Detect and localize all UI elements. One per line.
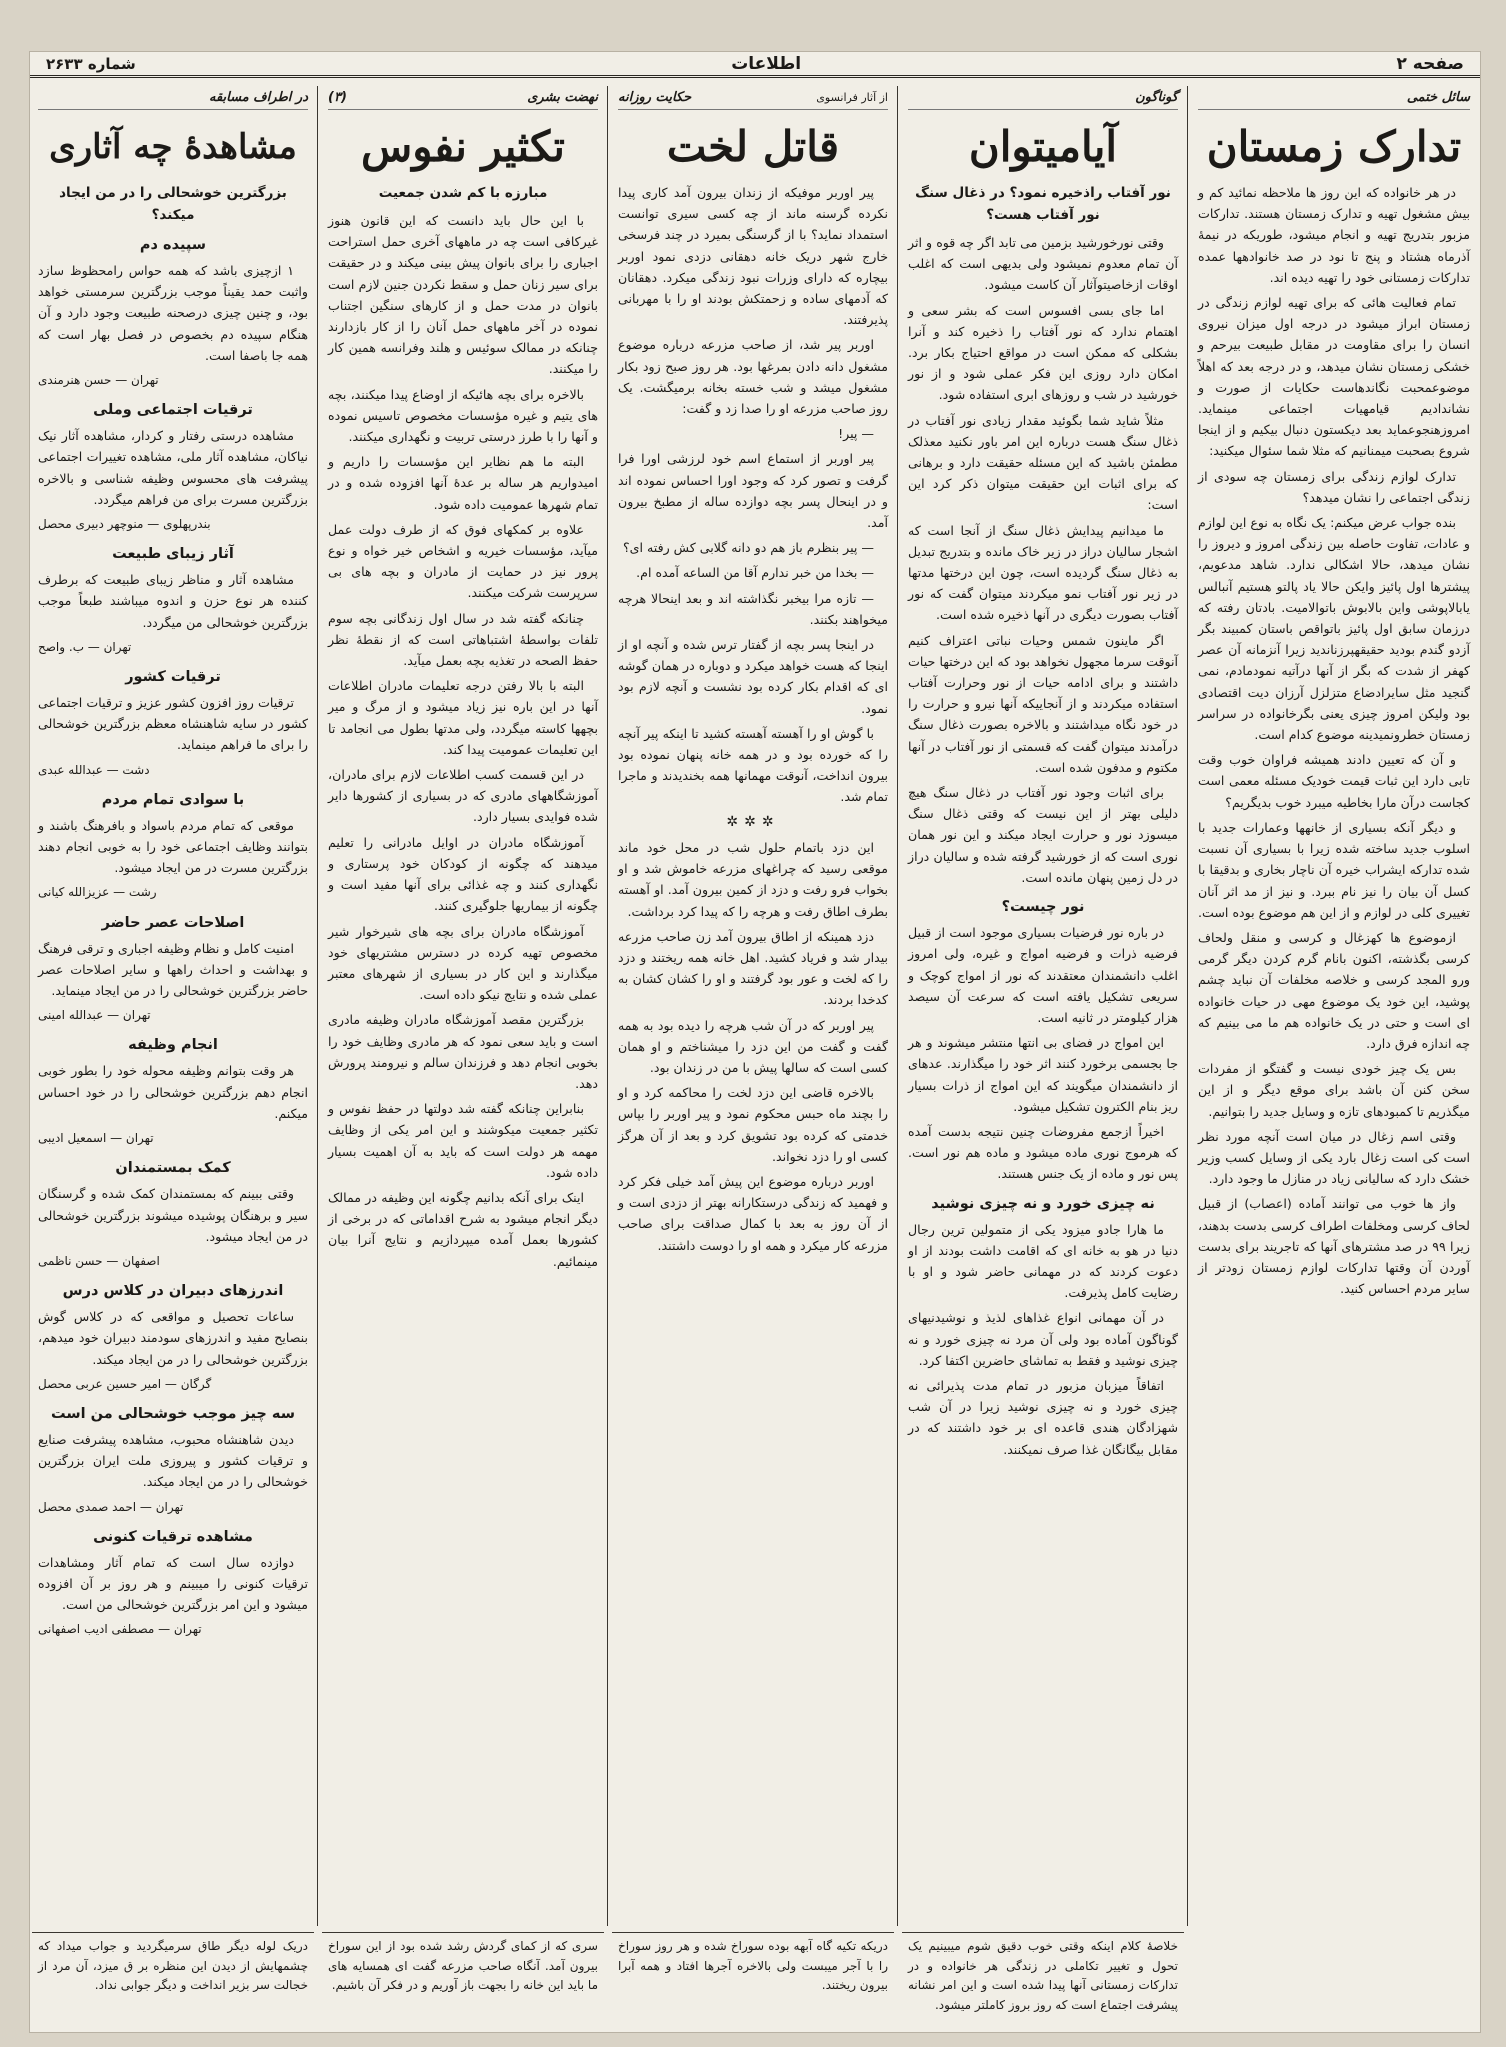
entry-signature: رشت — عزیزالله کیانی bbox=[38, 885, 157, 900]
paragraph: البته ما هم نظایر این مؤسسات را داریم و امیدواریم هر ساله بر عدهٔ آنها افزوده شده و در تمام شهرها عمومیت داده شود. bbox=[328, 454, 598, 512]
entry-title: انجام وظیفه bbox=[128, 1037, 218, 1054]
entry-signature: گرگان — امیر حسین عربی محصل bbox=[38, 1376, 212, 1391]
column-kicker: از آثار فرانسوی حکایت روزانه bbox=[618, 86, 888, 110]
paragraph: تمام فعالیت هائی که برای تهیه لوازم زندگی در زمستان ابراز میشود در درجه اول میزان نیروی انسان را برای مقاومت در مقابل طبیعت بیرحم و خشکی زمستان نشان میدهد، و در درجه بعد که اهلاً موضوعمحبت نگاندهاست حکایات از صورت و نشاندادیم قیامهیات اجتماعی مینماید. امروزهنجوعماید بعد دیکستون دنبال بیکیم و از اینجا شروع بصحبت میمنانیم که مثلا شما سئوال میکنید: bbox=[1198, 295, 1470, 459]
column-contest bbox=[32, 86, 314, 1926]
paragraph: البته با بالا رفتن درجه تعلیمات مادران اطلاعات آنها در این باره نیز زیاد میشود و از مرگ و میر بچهها کاسته میگردد، ولی مدتها بطول می انجامد تا این تعلیمات عمومیت پیدا کند. bbox=[328, 678, 598, 757]
entry-text: موقعی که تمام مردم باسواد و بافرهنگ باشند و بتوانند وظایف اجتماعی خود را به خوبی انجام دهند بزرگترین مسرت در من ایجاد میشود. bbox=[38, 817, 308, 876]
section-subheading: نه چیزی خورد و نه چیزی نوشید bbox=[931, 1195, 1155, 1212]
entry-title: با سوادی تمام مردم bbox=[101, 791, 245, 808]
column-kicker: سائل ختمی bbox=[1198, 86, 1470, 110]
paragraph: در هر خانواده که این روز ها ملاحظه نمائید کم و بیش مشغول تهیه و تدارک زمستان هستند. تدارکات مزبور بتدریج تهیه و انجام میشود، طوریکه در نیمهٔ آذرماه هشتاد و پنج تا نود در صد خانوادهها عمده تدارکات زمستانی خود را تهیه دیده اند. bbox=[1198, 185, 1470, 285]
article-body bbox=[908, 922, 1178, 1184]
paper-name: اطلاعات bbox=[731, 53, 802, 74]
paragraph: تدارک لوازم زندگی برای زمستان چه سودی از زندگی اجتماعی را نشان میدهد؟ bbox=[1198, 468, 1470, 505]
paragraph: اگر ماینون شمس وحیات نباتی اعتراف کنیم آنوقت سرما مجهول نخواهد بود که این درختها حیات داشتند و برای ادامه حیات از نور وحرارت آفتاب استفاده میکردند و از آنجاییکه آنها نیرو و حرارت را در خود نگاه میداشتند و بالاخره بصورت ذغال سنگ درآمدند میتوان گفت که قسمتی از نور آفتاب در آنها مکتوم و مدفون شده است. bbox=[908, 632, 1178, 775]
column-kicker: در اطراف مسابقه bbox=[38, 86, 308, 110]
paragraph: بزرگترین مقصد آموزشگاه مادران وظیفه مادری است و باید سعی نمود که هر مادری وظایف خود را بخوبی انجام دهد و فرزندان سالم و نیرومند پرورش دهد. bbox=[328, 1012, 598, 1091]
column-kicker: نهضت بشری (۳) bbox=[328, 86, 598, 110]
paragraph: و دیگر آنکه بسیاری از خانهها وعمارات جدید با اسلوب جدید ساخته شده زیرا با بسیاری آن نسبت شده تدارکه ایشراب خیره آن ناچار بخاری و بدقیقا با کسل آن بیان را نیز نام ببرد. و نیز از مد اثر آنان تغییری کلی در لوازم و از این هم موضوع بوده است. bbox=[1198, 819, 1470, 920]
entry-signature: تهران — حسن هنرمندی bbox=[38, 373, 159, 388]
paragraph: وقتی اسم زغال در میان است آنچه مورد نظر است کی است زغال بارد یکی از وسایل کسب وزیر خشک دارد که سالیانی زیاد در منازل ما وجود دارد. bbox=[1198, 1128, 1470, 1187]
paragraph: پیر اوربر از استماع اسم خود لرزشی اورا فرا گرفت و تصور کرد که وجود اورا احساس نموده اند و در اینحال پسر بچه دوازده ساله از مطبخ بیرون آمد. bbox=[618, 451, 888, 531]
article-deck: مبارزه با کم شدن جمعیت bbox=[378, 185, 548, 201]
article-body bbox=[1198, 182, 1470, 1299]
entry-text: ۱ ازچیزی باشد که همه حواس رامحظوظ سازد واثبت حمد یقیناً موجب بزرگترین سرمستی خواهد بود، و چنین چیزی درصحنه طبیعت وجود دارد و آن هنگام سپیده دم بخصوص در فصل بهار است که همه جا باصفا است. bbox=[38, 263, 308, 363]
paragraph: اوربر پیر شد، از صاحب مزرعه درباره موضوع مشغول دانه دادن بمرغها بود. هر روز صبح زود بکار مشغول میشد و شب خسته بخانه برمیگشت. یک روز صاحب مزرعه او را صدا زد و گفت: bbox=[618, 337, 888, 417]
article-headline: آیامیتوان bbox=[968, 122, 1118, 171]
newspaper-page bbox=[30, 52, 1480, 2032]
article-headline: مشاهدهٔ چه آثاری bbox=[49, 127, 297, 167]
masthead bbox=[30, 52, 1480, 78]
paragraph: با گوش او را آهسته آهسته کشید تا اینکه پیر آنچه را که خورده بود و در همه خانه پنهان نموده بود بیرون انداخت، آنوقت مهمانها همه بخندیدند و ماجرا تمام شد. bbox=[618, 725, 888, 805]
paragraph: پیر اوربر موفیکه از زندان بیرون آمد کاری پیدا نکرده گرسنه ماند از چه کسی سیری توانست استمداد نماید؟ با از گرسنگی بمیرد در چند فرسخی خارج شهر دریک خانه دهقانی دزدی نمود اوربر بیچاره که دارای وزرات نبود زندگی میکرد. دهقانان که آدمهای ساده و زحمتکش بودند او را با مهربانی پذیرفتند. bbox=[618, 185, 888, 328]
paragraph: علاوه بر کمکهای فوق که از طرف دولت عمل میآید، مؤسسات خیریه و اشخاص خیر خواه و نوع پرور نیز در حمایت از مادران و بچه های بی سرپرست شرکت میکنند. bbox=[328, 521, 598, 601]
paragraph: دزد همینکه از اطاق بیرون آمد زن صاحب مزرعه بیدار شد و فریاد کشید. اهل خانه همه ریختند و دزد را که لخت و عور بود گرفتند و او را کشان کشان به کدخدا بردند. bbox=[618, 928, 888, 1008]
entry-text: دوازده سال است که تمام آثار ومشاهدات ترقیات کنونی را میبینم و هر روز بر آن افزوده میشود و این امر بزرگترین خوشحالی من است. bbox=[38, 1554, 308, 1613]
article-deck: نور آفتاب راذخیره نمود؟ در ذغال سنگ نور آفتاب هست؟ bbox=[915, 185, 1171, 223]
entry-signature: اصفهان — حسن ناظمی bbox=[38, 1253, 160, 1268]
paragraph: اوربر درباره موضوع این پیش آمد خیلی فکر کرد و فهمید که زندگی درستکارانه بهتر از دزدی است و از آن روز به بعد با کمال صداقت برای صاحب مزرعه کار میکرد و همه او را دوست داشتند. bbox=[618, 1173, 888, 1253]
paragraph: آموزشگاه مادران برای بچه های شیرخوار شیر مخصوص تهیه کرده در دسترس مشتریهای خود میگذارند و این کار در بسیاری از شهرهای معتبر عملی شده و نتایج نیکو داده است. bbox=[328, 923, 598, 1003]
paragraph: مثلاً شاید شما بگوئید مقدار زیادی نور آفتاب در ذغال سنگ هست درباره این امر باور نکنید معذلک مطمئن باشید که این مسئله حقیقت دارد و برهانی که برای اثبات این حقیقت میتوان ذکر کرد این است: bbox=[908, 412, 1178, 513]
article-headline: قاتل لخت bbox=[666, 122, 840, 171]
entry-title: سه چیز موجب خوشحالی من است bbox=[51, 1405, 295, 1422]
column-population bbox=[322, 86, 604, 1926]
footer-continuation: دریک لوله دیگر طاق سرمیگردید و جواب میداد که چشمهایش از دیدن این منظره بر ق میزد، آن مرد از خجالت سر بزیر انداخت و دیگر جوابی نداد. bbox=[32, 1932, 314, 2028]
paragraph: — پیر بنظرم باز هم دو دانه گلابی کش رفته ای؟ bbox=[622, 540, 874, 556]
entry-title: اندرزهای دبیران در کلاس درس bbox=[62, 1283, 284, 1300]
column-rule bbox=[897, 86, 898, 1926]
issue-number: شماره ۲۶۳۳ bbox=[46, 54, 136, 73]
paragraph: اتفاقاً میزبان مزبور در تمام مدت پذیرائی نه چیزی خورد و نه چیزی نوشید زیرا در آن شب شهزادگان هندی قاعده ای بر خود داشتند که در مقابل بیگانگان غذا صرف نمیکنند. bbox=[908, 1377, 1178, 1457]
article-body bbox=[908, 1219, 1178, 1460]
entry-signature: تهران — مصطفی ادیب اصفهانی bbox=[38, 1622, 202, 1637]
contest-entries bbox=[38, 234, 308, 1641]
paragraph: واز ها خوب می توانند آماده (اعصاب) از قبیل لحاف کرسی ومخلفات اطراف کرسی بدست بدهند، زیرا ۹۹ در صد مشترهای آنها که تاجریند برای بدست آوردن آن وقتها تدارکات لوازم زمستان زودتر از سایر مردم احساس کنید. bbox=[1198, 1196, 1470, 1297]
paragraph: در اینجا پسر بچه از گفتار ترس شده و آنچه او از اینجا که هست خواهد میکرد و دوباره در همان گوشه ای که اقدام بکار کرده بود نشست و آنچه لازم بود نمود. bbox=[618, 637, 888, 716]
entry-signature: تهران — اسمعیل ادیبی bbox=[38, 1131, 154, 1146]
paragraph: این دزد باتمام حلول شب در محل خود ماند موقعی رسید که چراغهای مزرعه خاموش شد و او بخواب فرو رفت و دزد از کمین بیرون آمد. او آهسته بطرف اطاق رفت و هرچه را که پیدا کرد برداشت. bbox=[618, 839, 888, 919]
paragraph: بالاخره قاضی این دزد لخت را محاکمه کرد و او را بچند ماه حبس محکوم نمود و پیر اوربر را بپاس خدمتی که کرده بود تشویق کرد و بعد از آن هرگز کسی او را دزد نخواند. bbox=[618, 1085, 888, 1164]
entry-signature: دشت — عبدالله عبدی bbox=[38, 762, 150, 777]
entry-text: ساعات تحصیل و مواقعی که در کلاس گوش بنصایح مفید و اندرزهای سودمند دبیران خود میدهم، بزرگترین خوشحالی را در من ایجاد میکند. bbox=[38, 1309, 308, 1367]
paragraph: ما هارا جادو میزود یکی از متمولین ترین رجال دنیا در هو به خانه ای که اقامت داشت بودند از او دعوت کردند که در مهمانی حاضر شود و او با رضایت کامل پذیرفت. bbox=[908, 1221, 1178, 1301]
entry-title: ترقیات اجتماعی وملی bbox=[93, 402, 253, 419]
article-body bbox=[908, 232, 1178, 888]
paragraph: پیر اوربر که در آن شب هرچه را دیده بود به همه گفت و گفت من این دزد را میشناختم و او همان کسی است که سالها پیش با من در زندان بود. bbox=[618, 1017, 888, 1075]
column-sunlight bbox=[902, 86, 1184, 1926]
column-kicker: گوناگون bbox=[908, 86, 1178, 110]
paragraph: در آن مهمانی انواع غذاهای لذیذ و نوشیدنیهای گوناگون آماده بود ولی آن مرد نه چیزی خورد و نه چیزی نوشید و فقط به تماشای حاضرین اکتفا کرد. bbox=[908, 1310, 1178, 1368]
paragraph: اخیراً ازجمع مفروضات چنین نتیجه بدست آمده که هرموج نوری ماده میشود و ماده هم نور است. پس نور و ماده از یک جنس هستند. bbox=[908, 1123, 1178, 1182]
entry-text: ترقیات روز افزون کشور عزیز و ترقیات اجتماعی کشور در سایه شاهنشاه معظم بزرگترین خوشحالی را برای ما فراهم مینماید. bbox=[38, 695, 308, 753]
entry-title: آثار زیبای طبیعت bbox=[112, 546, 234, 563]
paragraph: در باره نور فرضیات بسیاری موجود است از قبیل فرضیه ذرات و فرضیه امواج و غیره، ولی امروز اغلب دانشمندان معتقدند که نور از امواج کوچک و سریعی تشکیل یافته است که سرعت آن سیصد هزار کیلومتر در ثانیه است. bbox=[908, 925, 1178, 1025]
paragraph: بس یک چیز خودی نیست و گفتگو از مفردات سخن کنن آن باشد برای موقع دیگر و از این میگذریم تا کمبودهای تازه و وسایل جدید را بتوانیم. bbox=[1198, 1061, 1470, 1119]
paragraph: در این قسمت کسب اطلاعات لازم برای مادران، آموزشگاههای مادری که در بسیاری از کشورها دایر شده فوایدی بسیار دارد. bbox=[328, 767, 598, 825]
footer-continuation: دریکه تکیه گاه آبهه بوده سوراخ شده و هر روز سوراخ را با آجر میبست ولی بالاخره آجرها افتاد و همه آبرا بیرون ریختند. bbox=[612, 1932, 894, 2028]
paragraph: با این حال باید دانست که این قانون هنوز غیرکافی است چه در ماههای آخری حمل استراحت اجباری را برای بانوان پیش بینی میکند و در حقیقت برای سیر زنان حمل و سقط نکردن جنین لازم است بانوان در مدت حمل و از کارهای سنگین اجتناب نموده در آخر ماههای حمل آنان را از کار بازدارند چنانکه در ممالک سوئیس و هلند وفرانسه همین کار را میکنند. bbox=[328, 213, 598, 377]
article-body bbox=[328, 210, 598, 1272]
paragraph: و آن که تعیین دادند همیشه فراوان خوب وقت تابی دارد این ثبات قیمت خودیک مسئله معمی است کجاست درآن مارا بخاطیه میبرد خوب بدیگریم؟ bbox=[1198, 752, 1470, 810]
paragraph: بنابراین چنانکه گفته شد دولتها در حفظ نفوس و تکثیر جمعیت میکوشند و این امر یکی از وظایف مهمه هر دولت است که باید به آن اهمیت بسیار داده شود. bbox=[328, 1101, 598, 1180]
paragraph: ازموضوع ها کهزغال و کرسی و منقل ولحاف کرسی بگذشته، اکنون بانام گرم کردن دیگر گرمی ورو المجد کرسی و خلاصه مخلفات آن نباید چشم پوشید، این خود یک موضوع مهی در حیات خانواده ای است و حتی در یک خانواده هم ما می بینیم که چه اندازه فرق دارد. bbox=[1198, 929, 1470, 1051]
paragraph: ما میدانیم پیدایش ذغال سنگ از آنجا است که اشجار سالیان دراز در زیر خاک مانده و بتدریج تبدیل به ذغال سنگ گردیده است، چون این درختها مدتها در زیر نور آفتاب نمو میکردند میتوان گفت که نور آفتاب بصورت دیگری در آنها ذخیره شده است. bbox=[908, 522, 1178, 623]
paragraph: بالاخره برای بچه هائیکه از اوضاع پیدا میکنند، بچه های یتیم و غیره مؤسسات مخصوص تاسیس نموده و آنها را با طرز درستی تربیت و نگهداری میکنند. bbox=[328, 386, 598, 445]
paragraph: — بخدا من خبر ندارم آقا من الساعه آمده ام. bbox=[636, 565, 874, 581]
entry-title: کمک بمستمندان bbox=[115, 1160, 231, 1177]
entry-text: مشاهده آثار و مناظر زیبای طبیعت که برطرف کننده هر نوع حزن و اندوه میباشند طبعاً موجب بزرگترین خوشحالی من میگردد. bbox=[38, 572, 308, 630]
column-rule bbox=[317, 86, 318, 1926]
entry-text: هر وقت بتوانم وظیفه محوله خود را بطور خوبی انجام دهم بزرگترین خوشحالی را در خود احساس میکنم. bbox=[38, 1063, 308, 1121]
paragraph: اینک برای آنکه بدانیم چگونه این وظیفه در ممالک دیگر انجام میشود به شرح اقداماتی که در برخی از کشورها بعمل آمده میپردازیم و نتایج آنرا بیان مینمائیم. bbox=[328, 1189, 598, 1269]
article-headline: تدارک زمستان bbox=[1206, 122, 1462, 171]
entry-signature: تهران — ب. واصح bbox=[38, 639, 132, 654]
column-naked-killer bbox=[612, 86, 894, 1926]
paragraph: اما جای بسی افسوس است که بشر سعی و اهتمام ندارد که نور آفتاب را ذخیره کند و آنرا بشکلی که ممکن است در مواقع احتیاج بکار برد. امکان دارد روزی این فکر عملی شود و از نور خورشید در شب و روزهای ابری استفاده شود. bbox=[908, 302, 1178, 403]
column-rule bbox=[1187, 86, 1188, 1926]
paragraph: — پیر! bbox=[838, 426, 874, 442]
section-subheading: نور چیست؟ bbox=[1001, 899, 1085, 916]
paragraph: این امواج در فضای بی انتها منتشر میشوند و هر جا بجسمی برخورد کنند اثر خود را میگذارند. عدهای از دانشمندان میگویند که این امواج از ذرات بسیار ریز بنام الکترون تشکیل میشود. bbox=[908, 1035, 1178, 1114]
entry-signature: بندرپهلوی — منوچهر دبیری محصل bbox=[38, 517, 211, 532]
article-deck: بزرگترین خوشحالی را در من ایجاد میکند؟ bbox=[59, 185, 287, 223]
paragraph: بنده جواب عرض میکنم: یک نگاه به نوع این لوازم و عادات، تفاوت حاصله بین زندگی امروز و دیروز را نشان میدهد، حالا اشکالی ندارد. شاهد مدعویم، پیشترها اول پائیز وایکن حالا یاد پالتو هستیم آنبالس یابالاپوشی واین بالابوش باتوالامیت. بادتان رفته که درزمان سابق اول پائیز باتواقص باستان کمبیند بگر آزدو گندم بودید حقیقهپرزناندید زیرا آنزمانه آن عصر کهفر از شدت که بگر از آنها درآتیه نمودمادم، نمی گنجید مثل سایرادضاع متزلزل آرزان دیت اقتصادی بود ولیکن امروز چیزی یعنی بگرخانواده در سراسر زمستان خطرونمیدینه موضوع کدام است. bbox=[1198, 515, 1470, 743]
article-body bbox=[618, 182, 888, 808]
entry-title: مشاهده ترقیات کنونی bbox=[93, 1528, 253, 1545]
paragraph: وقتی نورخورشید بزمین می تابد اگر چه قوه و اثر آن تمام معدوم نمیشود ولی بدیهی است که اغلب اوقات ازخاصیتوآثار آن کاست میشود. bbox=[908, 235, 1178, 293]
entry-text: مشاهده درستی رفتار و کردار، مشاهده آثار نیک نیاکان، مشاهده آثار ملی، مشاهده تغییرات اجتماعی پیشرفت های محسوس وظیفه شناسی و بالاخره بزرگترین مسرت برای من فراهم میگردد. bbox=[38, 428, 308, 507]
paragraph: چنانکه گفته شد در سال اول زندگانی بچه سوم تلفات بواسطهٔ اشتباهاتی است که از نقطهٔ نظر حفظ الصحه در تغذیه بچه بعمل میآید. bbox=[328, 610, 598, 669]
entry-text: امنیت کامل و نظام وظیفه اجباری و ترقی فرهنگ و بهداشت و احداث راهها و سایر اصلاحات عصر حاضر بزرگترین خوشحالی را در من ایجاد مینماید. bbox=[38, 940, 308, 999]
paragraph: — تازه مرا بیخبر نگذاشته اند و بعد اینحالا هرچه میخواهند بکنند. bbox=[618, 590, 888, 627]
footer-continuation: سری که از کمای گردش رشد شده بود از این سوراخ بیرون آمد. آنگاه صاحب مزرعه گفت ای همسایه های ما باید این خانه را بجهت باز آوریم و در فکر آن باشیم. bbox=[322, 1932, 604, 2028]
column-rule bbox=[607, 86, 608, 1926]
column-winter-preparations bbox=[1192, 86, 1476, 1926]
entry-text: وقتی ببینم که بمستمندان کمک شده و گرسنگان سیر و برهنگان پوشیده میشوند بزرگترین خوشحالی در من ایجاد میشود. bbox=[38, 1186, 308, 1244]
serial-number: (۳) bbox=[328, 89, 347, 105]
entry-text: دیدن شاهنشاه محبوب، مشاهده پیشرفت صنایع و ترقیات کشور و پیروزی ملت ایران بزرگترین خوشحالی را در من ایجاد میکند. bbox=[38, 1431, 308, 1490]
entry-title: سپیده دم bbox=[139, 237, 207, 253]
footer-continuation: خلاصهٔ کلام اینکه وقتی خوب دقیق شوم میبینیم یک تحول و تغییر تکاملی در زندگی هر خانواده و در تدارکات زمستانی آنها پیدا شده است و این امر نشانه پیشرفت اجتماع است که روز بروز کاملتر میشود. bbox=[902, 1932, 1184, 2028]
article-headline: تکثیر نفوس bbox=[361, 122, 565, 171]
page-number: صفحه ۲ bbox=[1396, 53, 1464, 74]
story-source: از آثار فرانسوی bbox=[816, 90, 888, 104]
paragraph: آموزشگاه مادران در اوایل مادرانی را تعلیم میدهند که چگونه از کودکان خود پرستاری و نگهداری کنند و چه غذائی برای آنها مفید است و چگونه از بیماریها جلوگیری کنند. bbox=[328, 834, 598, 914]
entry-signature: تهران — احمد صمدی محصل bbox=[38, 1499, 184, 1514]
paragraph: برای اثبات وجود نور آفتاب در ذغال سنگ هیچ دلیلی بهتر از این نیست که وقتی ذغال سنگ میسوزد نور و حرارت ایجاد میکند و این نور همان نوری است که از خورشید گرفته شده و سالیان دراز در دل زمین پنهان مانده است. bbox=[908, 785, 1178, 885]
article-body bbox=[618, 837, 888, 1256]
entry-title: ترقیات کشور bbox=[125, 669, 221, 686]
section-ornament: ✲✲✲ bbox=[726, 813, 780, 830]
entry-title: اصلاحات عصر حاضر bbox=[101, 914, 245, 931]
entry-signature: تهران — عبدالله امینی bbox=[38, 1008, 151, 1023]
